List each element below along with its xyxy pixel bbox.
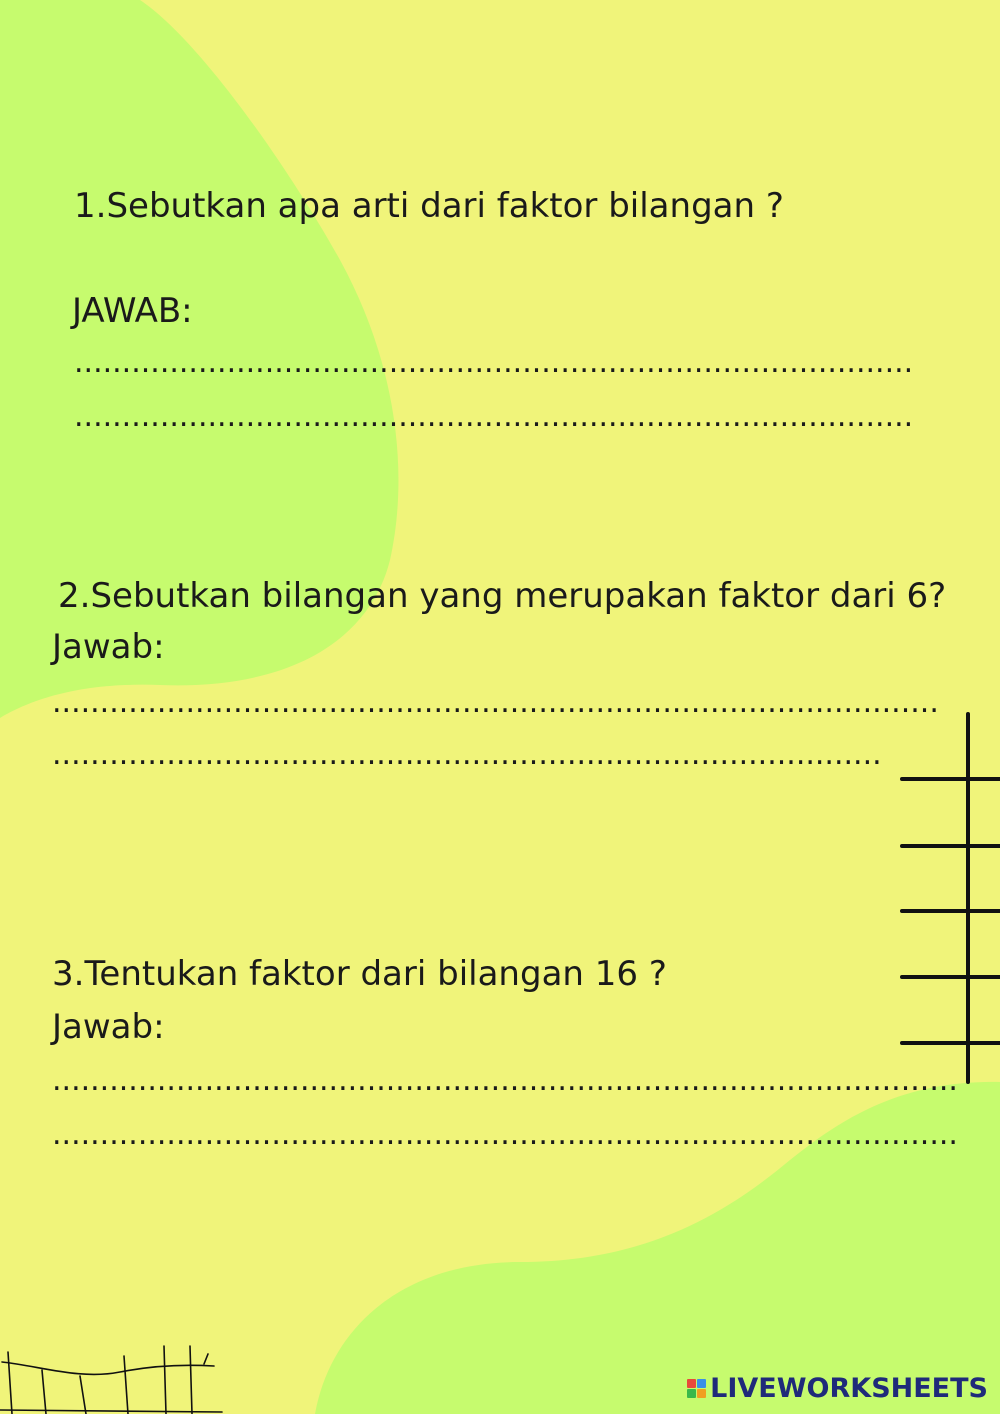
logo-mark-icon — [687, 1379, 706, 1398]
question-3-answer-line-1[interactable]: ............................................................................................... — [52, 1066, 958, 1096]
question-1-text: 1.Sebutkan apa arti dari faktor bilangan ? — [74, 186, 784, 226]
question-2-answer-line-1[interactable]: ............................................................................................. — [52, 688, 939, 718]
fence-doodle — [0, 1346, 222, 1414]
question-1-answer-line-1[interactable]: ........................................................................................ — [74, 348, 914, 378]
question-2-answer-line-2[interactable]: ....................................................................................... — [52, 740, 882, 770]
question-3-text: 3.Tentukan faktor dari bilangan 16 ? — [52, 954, 667, 994]
question-1-answer-label: JAWAB: — [72, 291, 193, 331]
question-3-answer-line-2[interactable]: ............................................................................................... — [52, 1120, 958, 1150]
question-2-text: 2.Sebutkan bilangan yang merupakan faktor dari 6? — [58, 576, 947, 616]
question-1-answer-line-2[interactable]: ........................................................................................ — [74, 402, 914, 432]
question-3-answer-label: Jawab: — [52, 1007, 165, 1047]
liveworksheets-logo[interactable] — [687, 1370, 988, 1406]
logo-text: LIVEWORKSHEETS — [710, 1372, 988, 1404]
ladder-doodle — [902, 714, 1000, 1082]
question-2-answer-label: Jawab: — [52, 627, 165, 667]
